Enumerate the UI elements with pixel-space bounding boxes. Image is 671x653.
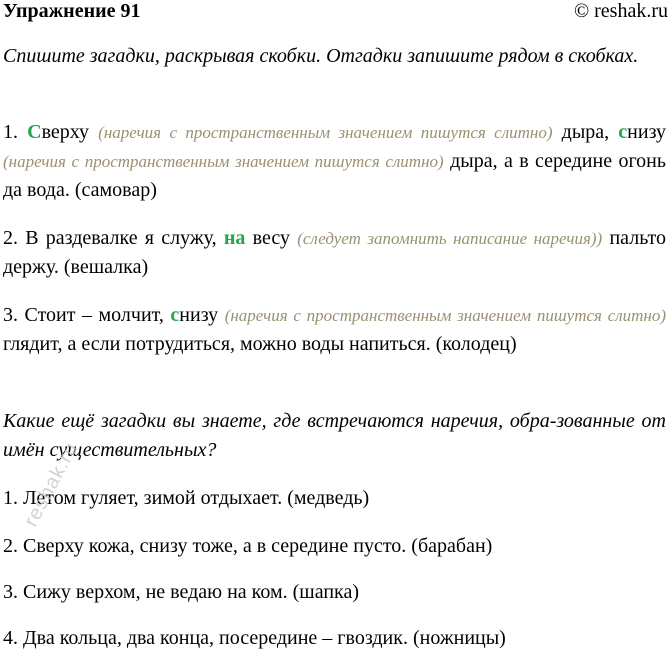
highlight-letter: с: [170, 304, 180, 326]
highlight-letter: С: [27, 121, 42, 143]
word-part: верху: [41, 121, 90, 143]
exercise-title: Упражнение 91: [3, 0, 141, 22]
answer-item: 4. Два кольца, два конца, посередине – гвоздик. (ножницы): [3, 627, 506, 649]
riddle-text: 3. Стоит – молчит,: [3, 304, 164, 326]
rule-hint: (наречия с пространственным значением пишутся слитно): [98, 123, 553, 142]
word-part: низу: [627, 121, 667, 143]
task-instruction-2: Какие ещё загадки вы знаете, где встречаются наречия, обра-зованные от имён существительных?: [3, 410, 666, 461]
riddle-2: [3, 224, 666, 282]
answer-item: 2. Сверху кожа, снизу тоже, а в середине пусто. (барабан): [3, 535, 493, 557]
highlight-letter: с: [618, 121, 628, 143]
riddle-1: [3, 118, 666, 205]
rule-hint: (наречия с пространственным значением пишутся слитно): [224, 306, 667, 325]
riddle-3: [3, 301, 666, 359]
rule-hint: (наречия с пространственным значением пишутся слитно): [3, 152, 444, 171]
riddle-text: дыра, а в середине огонь да вода. (самовар): [3, 150, 667, 201]
task-instruction-1: Спишите загадки, раскрывая скобки. Отгадки запишите рядом в скобках.: [3, 45, 639, 67]
source-label: © reshak.ru: [573, 0, 668, 22]
rule-hint: (следует запомнить написание наречия)): [297, 229, 603, 248]
riddle-text: весу: [252, 227, 290, 249]
riddle-text: 2. В раздевалке я служу,: [3, 227, 217, 249]
riddle-text: дыра,: [561, 121, 610, 143]
watermark: reshak.ru: [20, 438, 83, 531]
header: [3, 0, 668, 22]
answer-item: 1. Летом гуляет, зимой отдыхает. (медведь): [3, 487, 370, 509]
answer-item: 3. Сижу верхом, не ведаю на ком. (шапка): [3, 581, 359, 603]
riddle-text: глядит, а если потрудиться, можно воды напиться. (колодец): [3, 333, 517, 355]
riddle-1-number: 1.: [3, 121, 18, 143]
word-part: низу: [179, 304, 219, 326]
highlight-word: на: [223, 227, 246, 249]
riddle-text: пальто держу. (вешалка): [3, 227, 667, 278]
